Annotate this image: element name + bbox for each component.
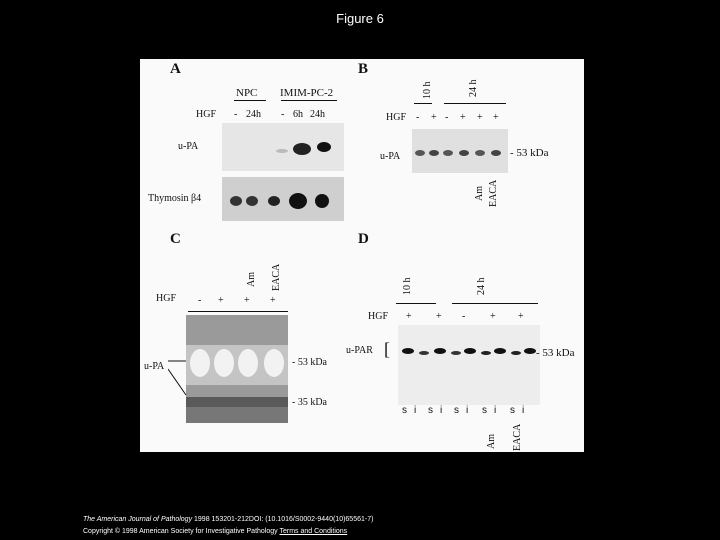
panel-b-marker-53kda: - 53 kDa (510, 147, 549, 159)
panel-b-upa-blot (412, 129, 508, 173)
panel-d-lane-1: + (406, 311, 412, 322)
panel-a-lane-2: 24h (246, 109, 261, 120)
panel-b-hgf-label: HGF (386, 112, 407, 123)
panel-d-letter: D (358, 231, 369, 247)
panel-b-treat-am: Am (474, 186, 485, 201)
panel-d-upar-blot (398, 325, 540, 405)
footer-citation (83, 516, 373, 523)
panel-c-treat-eaca: EACA (271, 263, 282, 291)
panel-a-upa-label: u-PA (178, 141, 199, 152)
panel-b-time-24h: 24 h (468, 79, 479, 97)
panel-c-lane-1: - (198, 295, 202, 306)
panel-a-lane-1: - (234, 109, 238, 120)
panel-a-lane-3: - (281, 109, 285, 120)
footer-copyright: Copyright © 1998 American Society for Investigative Pathology (83, 528, 278, 535)
panel-b-lane-4: + (460, 112, 466, 123)
panel-d-fraction-9: s (510, 405, 515, 416)
panel-a-group-npc: NPC (236, 87, 258, 99)
panel-c-marker-35kda: - 35 kDa (292, 397, 327, 408)
panel-c-marker-53kda: - 53 kDa (292, 357, 327, 368)
panel-c-letter: C (170, 231, 181, 247)
footer-citation-text: 1998 153201-212DOI: (10.1016/S0002-9440(10)65561-7) (192, 516, 374, 523)
panel-a-thymosin-blot (222, 177, 344, 221)
panel-d-lane-2: + (436, 311, 442, 322)
panel-b-letter: B (358, 61, 369, 77)
panel-d-bracket: [ (384, 339, 390, 359)
panel-d-fraction-5: s (454, 405, 459, 416)
panel-d-fraction-1: s (402, 405, 407, 416)
panel-d-time-24h: 24 h (476, 277, 487, 295)
panel-d-marker-53kda: - 53 kDa (536, 347, 575, 359)
panel-d-fraction-4: i (440, 405, 443, 416)
footer-copyright-line (83, 528, 347, 535)
panel-b-lane-2: + (431, 112, 437, 123)
panel-d-fraction-10: i (522, 405, 525, 416)
panel-d-treat-eaca: EACA (512, 423, 523, 451)
panel-c-treat-am: Am (246, 272, 257, 287)
panel-d-fraction-7: s (482, 405, 487, 416)
panel-d-lane-5: + (518, 311, 524, 322)
panel-b-lane-3: - (445, 112, 449, 123)
panel-d-fraction-8: i (494, 405, 497, 416)
panel-a-lane-4: 6h (293, 109, 303, 120)
panel-b-lane-6: + (493, 112, 499, 123)
figure-image (140, 59, 584, 452)
panel-d-treat-am: Am (486, 434, 497, 449)
panel-d-time-10h: 10 h (402, 277, 413, 295)
panel-d-fraction-6: i (466, 405, 469, 416)
panel-c-lane-4: + (270, 295, 276, 306)
terms-link[interactable]: Terms and Conditions (279, 528, 348, 535)
panel-c-upa-blot (186, 315, 288, 423)
panel-a-group-imim: IMIM-PC-2 (280, 87, 334, 99)
panel-b-lane-5: + (477, 112, 483, 123)
panel-d-hgf-label: HGF (368, 311, 389, 322)
panel-c-hgf-label: HGF (156, 293, 177, 304)
panel-c-lane-2: + (218, 295, 224, 306)
panel-b-treat-eaca: EACA (488, 179, 499, 207)
panel-d-fraction-3: s (428, 405, 433, 416)
page-title: Figure 6 (336, 11, 384, 26)
panel-b-time-10h: 10 h (422, 81, 433, 99)
footer-journal: The American Journal of Pathology (83, 516, 193, 523)
panel-c-upa-label: u-PA (144, 361, 165, 372)
panel-d-lane-4: + (490, 311, 496, 322)
panel-d-fraction-2: i (414, 405, 417, 416)
panel-a-upa-blot (222, 123, 344, 171)
panel-a-lane-5: 24h (310, 109, 325, 120)
panel-a-letter: A (170, 61, 181, 77)
panel-d-lane-3: - (462, 311, 466, 322)
panel-a-hgf-label: HGF (196, 109, 217, 120)
panel-b-lane-1: - (416, 112, 420, 123)
panel-d-upar-label: u-PAR (346, 345, 373, 356)
panel-b-upa-label: u-PA (380, 151, 401, 162)
panel-a-thymosin-label: Thymosin β4 (148, 193, 202, 204)
panel-c-pointer-lines (168, 359, 190, 399)
panel-c-lane-3: + (244, 295, 250, 306)
